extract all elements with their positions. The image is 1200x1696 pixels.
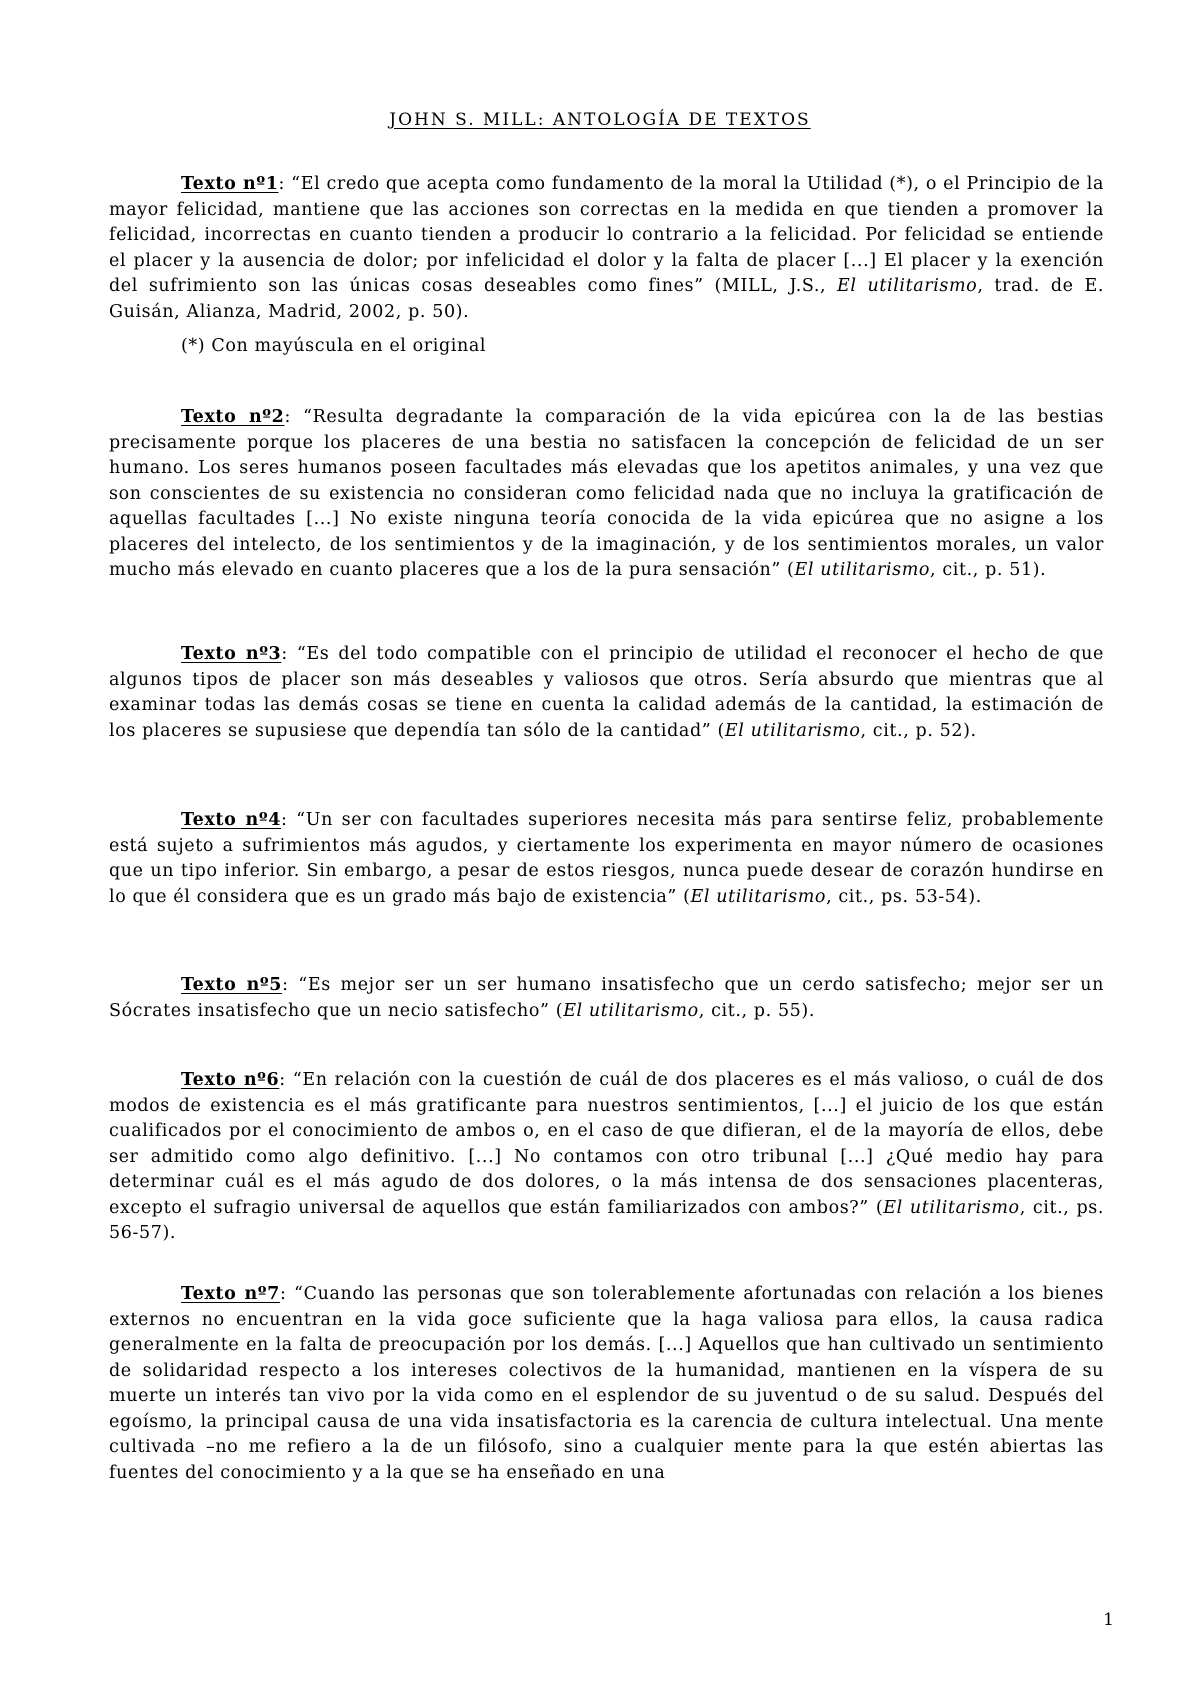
- text-6-tail: , cit., ps. 56-57).: [109, 1197, 1104, 1243]
- text-6-cite: El utilitarismo: [883, 1197, 1020, 1218]
- text-7-paragraph: [109, 1282, 1104, 1486]
- text-2-body: : “Resulta degradante la comparación de la vida epicúrea con la de las bestias precisamente porque los placeres de una bestia no satisfacen la concepción de felicidad de un ser humano. Los seres humanos poseen facultades más elevadas que los apetitos animales, y una vez que son conscientes de su existencia no consideran como felicidad nada que no incluya la gratificación de aquellas facultades [...] No existe ninguna teoría conocida de la vida epicúrea que no asigne a los placeres del intelecto, de los sentimientos y de la imaginación, y de los sentimientos morales, un valor mucho más elevado en cuanto placeres que a los de la pura sensación” (: [109, 407, 1104, 580]
- document-title: JOHN S. MILL: ANTOLOGÍA DE TEXTOS: [389, 110, 811, 130]
- text-2-tail: , cit., p. 51).: [930, 560, 1047, 580]
- text-4-label: Texto nº4: [181, 810, 281, 830]
- text-4-cite: El utilitarismo: [690, 886, 827, 907]
- text-3-paragraph: [109, 642, 1104, 744]
- text-1-cite: El utilitarismo: [837, 276, 978, 296]
- text-3-tail: , cit., p. 52).: [860, 720, 977, 741]
- text-2-cite: El utilitarismo: [794, 560, 931, 580]
- text-1-label: Texto nº1: [181, 174, 279, 194]
- text-2-label: Texto nº2: [181, 407, 285, 427]
- text-3-body: : “Es del todo compatible con el principio de utilidad el reconocer el hecho de que algunos tipos de placer son más deseables y valiosos que otros. Sería absurdo que mientras que al examinar todas las demás cosas se tiene en cuenta la calidad además de la cantidad, la estimación de los placeres se supusiese que dependía tan sólo de la cantidad” (: [109, 644, 1104, 741]
- text-4-paragraph: [109, 808, 1104, 910]
- text-7-label: Texto nº7: [181, 1284, 280, 1304]
- text-1-tail: , trad. de E. Guisán, Alianza, Madrid, 2002, p. 50).: [109, 276, 1104, 322]
- footnote-asterisk: (*) Con mayúscula en el original: [181, 336, 487, 356]
- text-5-cite: El utilitarismo: [563, 1000, 699, 1021]
- text-6-paragraph: [109, 1068, 1104, 1247]
- text-5-paragraph: [109, 973, 1104, 1024]
- page-number: 1: [1103, 1610, 1114, 1630]
- text-7-body: : “Cuando las personas que son tolerablemente afortunadas con relación a los bienes externos no encuentran en la vida goce suficiente que la haga valiosa para ellos, la causa radica generalmente en la falta de preocupación por los demás. [...] Aquellos que han cultivado un sentimiento de solidaridad respecto a los intereses colectivos de la humanidad, mantienen en la víspera de su muerte un interés tan vivo por la vida como en el esplendor de su juventud o de su salud. Después del egoísmo, la principal causa de una vida insatisfactoria es la carencia de cultura intelectual. Una mente cultivada –no me refiero a la de un filósofo, sino a cualquier mente para la que estén abiertas las fuentes del conocimiento y a la que se ha enseñado en una: [109, 1284, 1104, 1483]
- text-4-tail: , cit., ps. 53-54).: [826, 886, 982, 907]
- text-4-body: : “Un ser con facultades superiores necesita más para sentirse feliz, probablemente está sujeto a sufrimientos más agudos, y ciertamente los experimenta en mayor número de ocasiones que un tipo inferior. Sin embargo, a pesar de estos riesgos, nunca puede desear de corazón hundirse en lo que él considera que es un grado más bajo de existencia” (: [109, 810, 1104, 907]
- text-6-label: Texto nº6: [181, 1070, 280, 1090]
- text-3-cite: El utilitarismo: [724, 720, 861, 741]
- text-5-tail: , cit., p. 55).: [698, 1000, 815, 1021]
- text-5-body: : “Es mejor ser un ser humano insatisfecho que un cerdo satisfecho; mejor ser un Sócrates insatisfecho que un necio satisfecho” (: [109, 975, 1104, 1021]
- text-3-label: Texto nº3: [181, 644, 282, 664]
- text-5-label: Texto nº5: [181, 975, 283, 995]
- text-6-body: : “En relación con la cuestión de cuál de dos placeres es el más valioso, o cuál de dos modos de existencia es el más gratificante para nuestros sentimientos, [...] el juicio de los que están cualificados por el conocimiento de ambos o, en el caso de que difieran, el de la mayoría de ellos, debe ser admitido como algo definitivo. [...] No contamos con otro tribunal [...] ¿Qué medio hay para determinar cuál es el más agudo de dos dolores, o la más intensa de dos sensaciones placenteras, excepto el sufragio universal de aquellos que están familiarizados con ambos?” (: [109, 1070, 1104, 1218]
- text-2-paragraph: [109, 405, 1104, 584]
- text-1-body: : “El credo que acepta como fundamento de la moral la Utilidad (*), o el Principio de la mayor felicidad, mantiene que las acciones son correctas en la medida en que tienden a promover la felicidad, incorrectas en cuanto tienden a producir lo contrario a la felicidad. Por felicidad se entiende el placer y la ausencia de dolor; por infelicidad el dolor y la falta de placer [...] El placer y la exención del sufrimiento son las únicas cosas deseables como fines” (MILL, J.S.,: [109, 174, 1104, 296]
- text-1-paragraph: [109, 172, 1104, 325]
